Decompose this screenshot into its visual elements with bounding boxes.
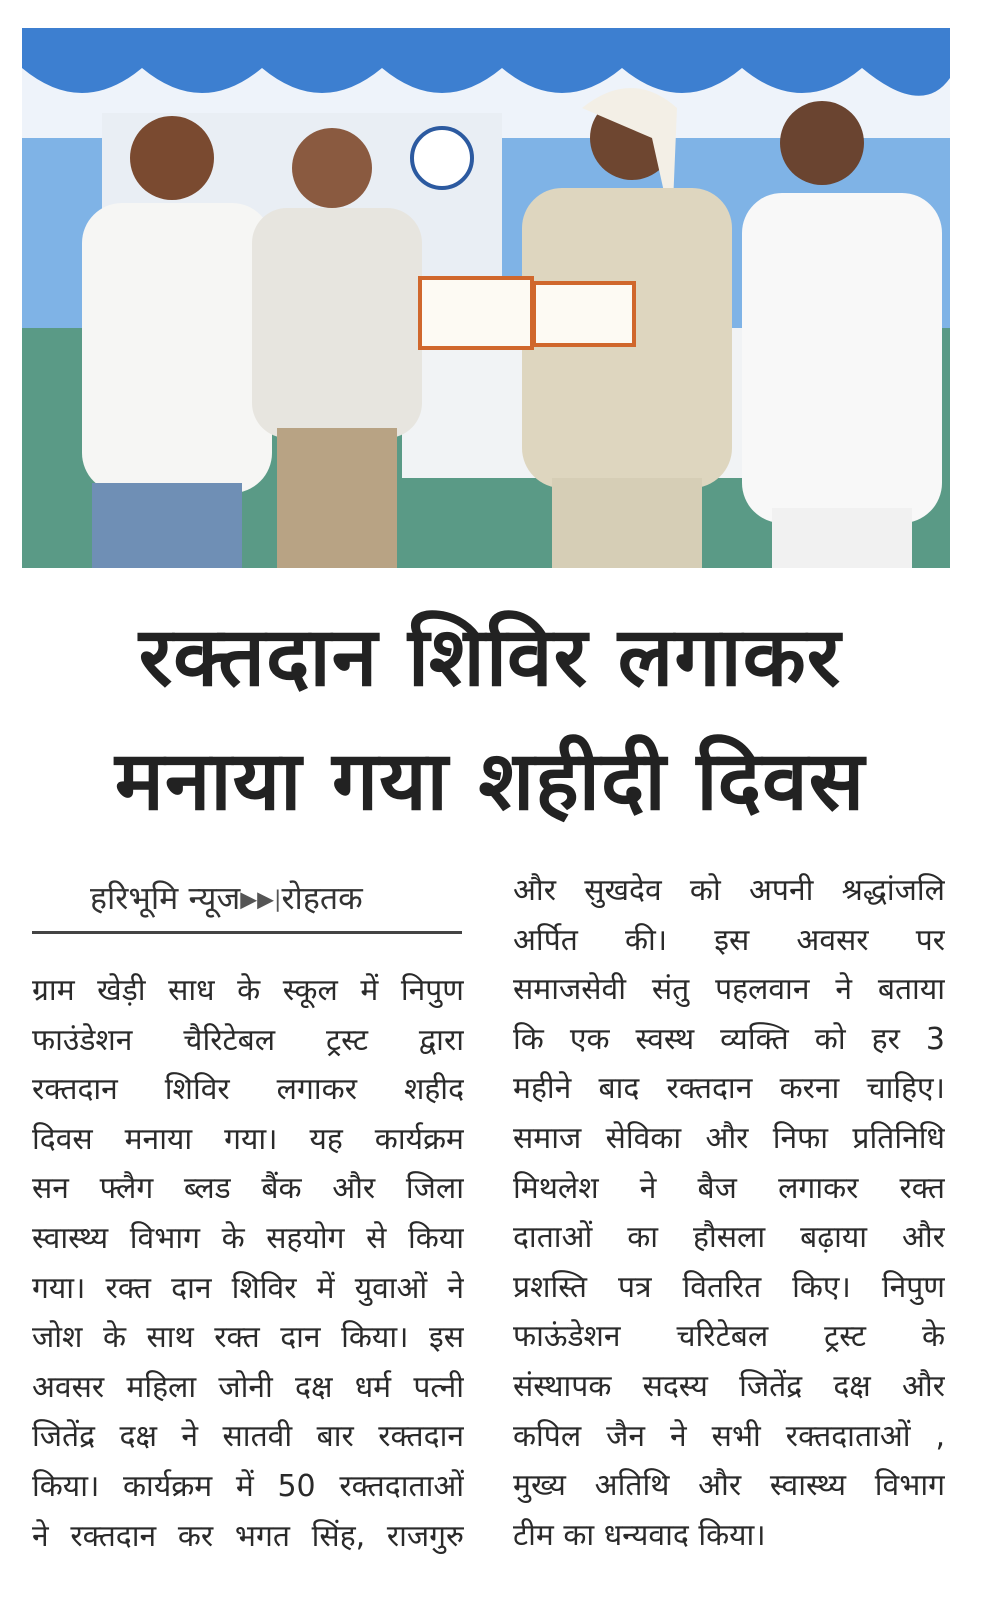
article-line: रक्तदान शिविर लगाकर शहीद [32, 1072, 464, 1108]
article-line: मिथलेश ने बैज लगाकर रक्त [513, 1170, 945, 1206]
byline-arrows-icon: ▶▶| [240, 887, 282, 913]
article-line: मुख्य अतिथि और स्वास्थ्य विभाग [513, 1468, 945, 1504]
article-line: समाज सेविका और निफा प्रतिनिधि [513, 1120, 945, 1156]
article-line: अवसर महिला जोनी दक्ष धर्म पत्नी [32, 1369, 464, 1405]
article-line: ग्राम खेड़ी साध के स्कूल में निपुण [32, 973, 464, 1008]
byline [90, 876, 363, 919]
article-line: गया। रक्त दान शिविर में युवाओं ने [32, 1270, 464, 1306]
article-line: समाजसेवी संतु पहलवान ने बताया [513, 972, 945, 1008]
article-line: स्वास्थ्य विभाग के सहयोग से किया [32, 1220, 464, 1256]
article-line: दाताओं का हौसला बढ़ाया और [513, 1220, 945, 1256]
article-line: टीम का धन्यवाद किया। [513, 1517, 766, 1553]
byline-rule [32, 931, 462, 934]
article-line: महीने बाद रक्तदान करना चाहिए। [513, 1071, 945, 1107]
article-line: संस्थापक सदस्य जितेंद्र दक्ष और [513, 1368, 945, 1404]
article-line: दिवस मनाया गया। यह कार्यक्रम [32, 1121, 464, 1157]
article-line: फाऊंडेशन चरिटेबल ट्रस्ट के [513, 1319, 945, 1355]
byline-location: रोहतक [281, 879, 363, 917]
article-line: अर्पित की। इस अवसर पर [513, 922, 945, 958]
article-line: फाउंडेशन चैरिटेबल ट्रस्ट द्वारा [32, 1022, 464, 1058]
certificates [420, 278, 634, 348]
article-line: जितेंद्र दक्ष ने सातवी बार रक्तदान [32, 1419, 464, 1455]
news-photo [22, 28, 950, 568]
article-line: प्रशस्ति पत्र वितरित किए। निपुण [513, 1269, 945, 1305]
article-line: ने रक्तदान कर भगत सिंह, राजगुरु [32, 1518, 464, 1554]
article-line: सन फ्लैग ब्लड बैंक और जिला [32, 1171, 464, 1207]
article-line: कपिल जैन ने सभी रक्तदाताओं , [513, 1418, 945, 1454]
article-column-right [513, 866, 945, 1560]
article-column-left [32, 966, 464, 1561]
headline-line-2: मनाया गया शहीदी दिवस [114, 734, 866, 829]
byline-source: हरिभूमि न्यूज [90, 879, 241, 917]
article-line: जोश के साथ रक्त दान किया। इस [32, 1320, 464, 1356]
article-line: किया। कार्यक्रम में 50 रक्तदाताओं [32, 1468, 464, 1504]
headline-line-1: रक्तदान शिविर लगाकर [138, 610, 842, 705]
article-line: और सुखदेव को अपनी श्रद्धांजलि [513, 873, 945, 908]
article-line: कि एक स्वस्थ व्यक्ति को हर 3 [513, 1021, 945, 1057]
